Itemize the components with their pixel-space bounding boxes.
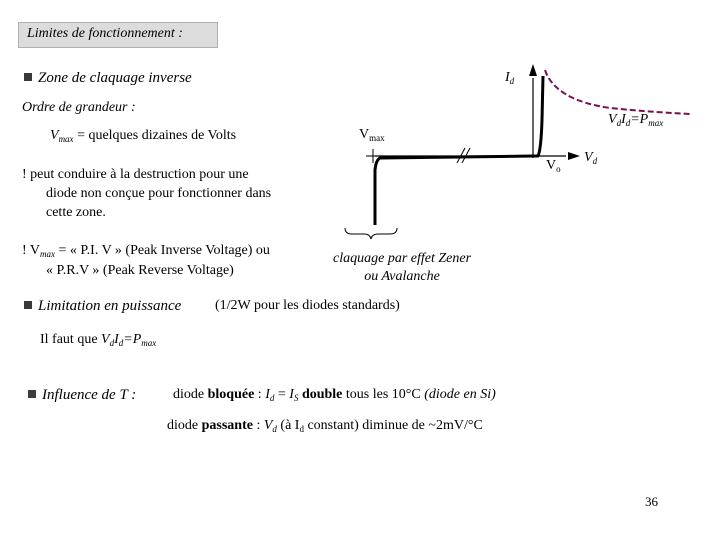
warning-text: ! peut conduire à la destruction pour une diode non conçue pour fonctionner dans cette zone. [22,167,272,220]
page-number: 36 [645,494,658,509]
id-axis-arrow-icon [529,64,537,76]
section-heading-temperature: Influence de T : [28,387,136,404]
vd-axis-label: $V_d$ [584,150,598,166]
page-title: Limites de fonctionnement : [27,26,183,41]
blocked-diode-line: diode bloquée : $I_d = I_S$ double tous les 10°C (diode en Si) [173,387,496,403]
bullet-icon [28,390,36,398]
piv-text: ! $V_{max}$ = « P.I. V » (Peak Inverse Voltage) ou [22,243,270,259]
passing-diode-line: diode passante : $V_d$ (à $I_d$ constant) diminue de ~2mV/°C [167,418,483,434]
vo-label: $V_o$ [546,158,561,174]
bullet-icon [24,301,32,309]
pmax-hyperbola [545,70,690,114]
power-note: (1/2W pour les diodes standards) [215,298,400,313]
section-heading-breakdown: Zone de claquage inverse [24,70,192,87]
pmax-label: $V_dI_d=P_{max}$ [608,112,664,128]
section-heading-power: Limitation en puissance [24,298,181,315]
forward-curve [533,76,543,156]
vd-axis-arrow-icon [568,152,580,160]
order-label: Ordre de grandeur : [22,100,136,115]
breakdown-brace [345,228,397,239]
vmax-value: $V_{max}$ = quelques dizaines de Volts [50,128,237,144]
prv-text: « P.R.V » (Peak Reverse Voltage) [46,263,234,278]
id-axis-label: $I_d$ [505,70,515,86]
power-condition: Il faut que $V_dI_d=P_{max}$ [40,332,157,348]
breakdown-curve [375,156,533,225]
vmax-tick-label: $V_{max}$ [359,127,385,143]
breakdown-caption: claquage par effet Zener ou Avalanche [333,251,472,284]
